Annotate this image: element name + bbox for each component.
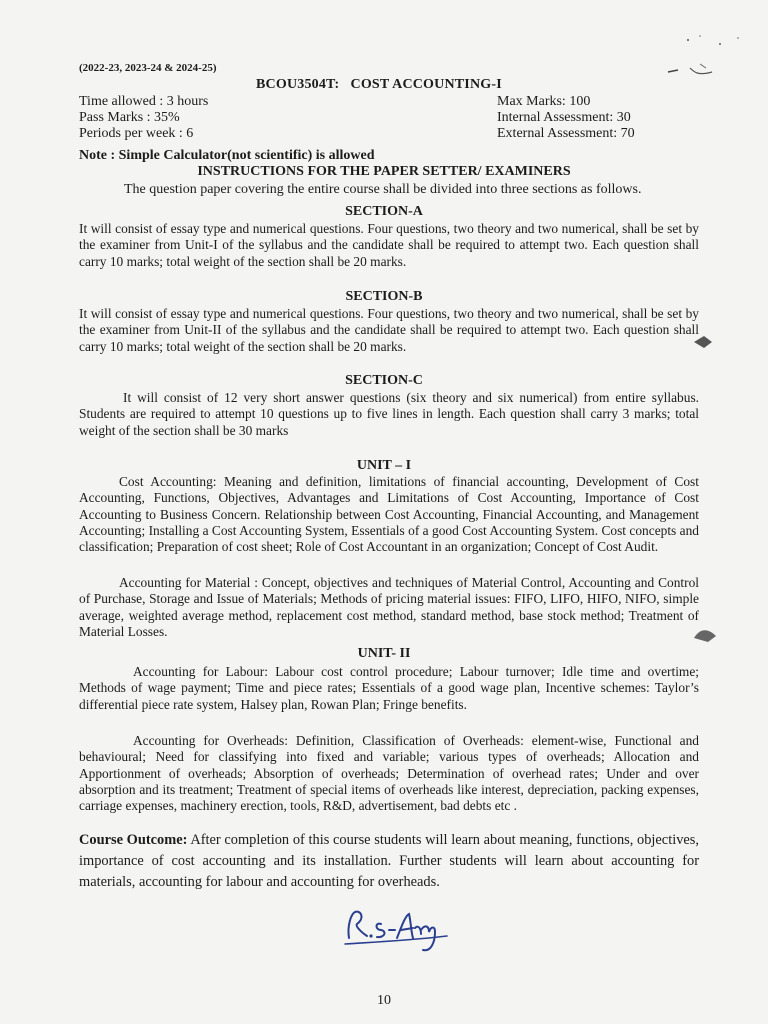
external-assessment: External Assessment: 70 [497,126,635,141]
session-years: (2022-23, 2023-24 & 2024-25) [79,62,217,74]
exam-meta-right [497,94,635,142]
unit-2-paragraph-2: Accounting for Overheads: Definition, Classification of Overheads: element-wise, Functional and behavioural; Need for classifying into fixed and variable; various types of overheads; Allocation and Apportionment of overheads; Absorption of overheads; Determination of overhead rates; Under and over absorption and its treatment; Treatment of special items of overheads like interest, depreciation, packing expenses, carriage expenses, machinery erection, tools, R&D, advertisement, bad debts etc . [79,733,699,814]
section-a-title: SECTION-A [345,204,423,219]
course-outcome-label: Course Outcome: [79,832,188,848]
section-b-text: It will consist of essay type and numerical questions. Four questions, two theory and two numerical, shall be set by the examiner from Unit-II of the syllabus and the candidate shall be required to attempt two. Each question shall carry 10 marks; total weight of the section shall be 20 marks. [79,306,699,354]
page-number: 10 [377,993,391,1008]
scan-speck-marks [660,28,760,98]
internal-assessment: Internal Assessment: 30 [497,110,631,125]
pass-marks: Pass Marks : 35% [79,110,180,125]
signature-image [335,900,455,960]
course-name: COST ACCOUNTING-I [350,77,502,92]
unit-1-paragraph-2: Accounting for Material : Concept, objectives and techniques of Material Control, Accounting and Control of Purchase, Storage and Issue of Materials; Methods of pricing material issues: FIFO, LIFO, HIFO, NIFO, simple average, weighted average method, replacement cost method, standard method, base stock method; Treatment of Material Losses. [79,575,699,639]
course-outcome-text: After completion of this course students will learn about meaning, functions, objectives, importance of cost accounting and its installation. Further students will learn about accounting for materials, accounting for labour and accounting for overheads. [79,832,699,890]
scan-speck-marks [690,620,720,646]
unit-2-title: UNIT- II [357,646,411,661]
instructions-heading: INSTRUCTIONS FOR THE PAPER SETTER/ EXAMINERS [197,164,571,179]
course-outcome [79,830,699,893]
course-title [256,77,502,93]
exam-meta-left [79,94,208,142]
instructions-intro: The question paper covering the entire course shall be divided into three sections as follows. [124,182,642,197]
scan-speck-marks [690,330,716,352]
course-code: BCOU3504T: [256,77,340,92]
time-allowed: Time allowed : 3 hours [79,94,209,109]
unit-2-paragraph-1: Accounting for Labour: Labour cost control procedure; Labour turnover; Idle time and overtime; Methods of wage payment; Time and piece rates; Essentials of a good wage plan, Incentive schemes: Taylor’s differential piece rate system, Halsey plan, Rowan Plan; Fringe benefits. [79,664,699,712]
section-c-text: It will consist of 12 very short answer questions (six theory and six numerical) from entire syllabus. Students are required to attempt 10 questions up to five lines in length. Each question shall carry 3 marks; total weight of the section shall be 30 marks [79,390,699,438]
section-a-text: It will consist of essay type and numerical questions. Four questions, two theory and two numerical, shall be set by the examiner from Unit-I of the syllabus and the candidate shall be required to attempt two. Each question shall carry 10 marks; total weight of the section shall be 20 marks. [79,221,699,269]
unit-1-paragraph-1: Cost Accounting: Meaning and definition, limitations of financial accounting, Development of Cost Accounting, Functions, Objectives, Advantages and Limitations of Cost Accounting, Importance of Cost Accounting to Business Concern. Relationship between Cost Accounting, Financial Accounting, and Management Accounting; Installing a Cost Accounting System, Essentials of a good Cost Accounting System. Cost concepts and classification; Preparation of cost sheet; Role of Cost Accountant in an organization; Concept of Cost Audit. [79,474,699,555]
calculator-note: Note : Simple Calculator(not scientific) is allowed [79,148,375,163]
section-c-title: SECTION-C [345,373,423,388]
max-marks: Max Marks: 100 [497,94,591,109]
section-b-title: SECTION-B [345,289,423,304]
periods-per-week: Periods per week : 6 [79,126,194,141]
unit-1-title: UNIT – I [356,458,412,473]
